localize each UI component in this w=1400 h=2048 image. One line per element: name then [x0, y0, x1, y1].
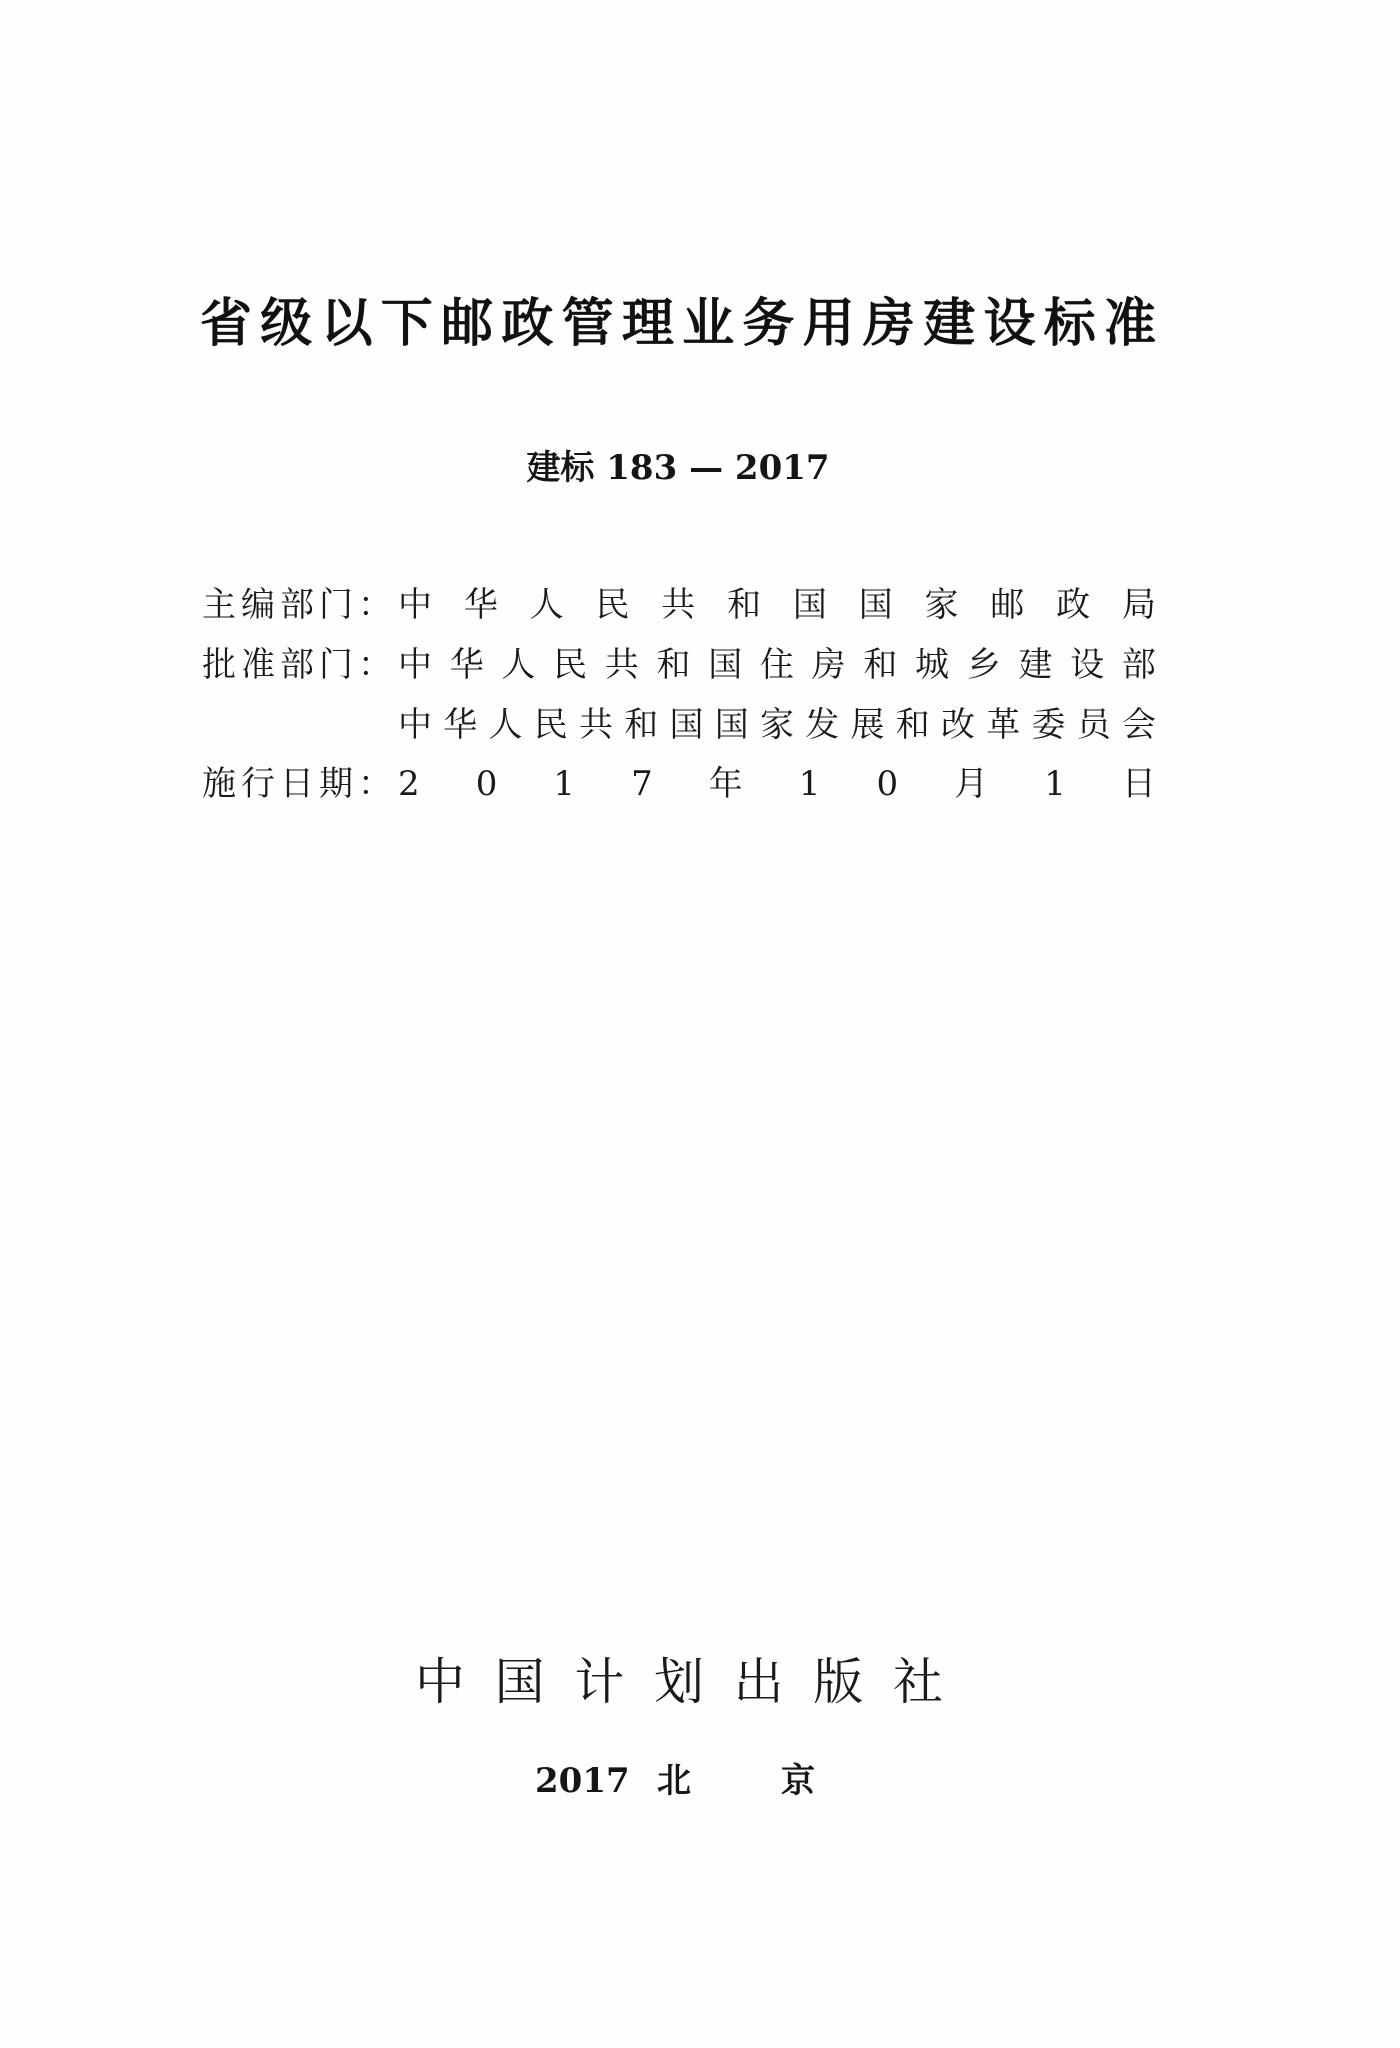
glyph: 部	[1121, 645, 1156, 685]
glyph: 省	[200, 294, 253, 354]
glyph: 委	[1031, 705, 1066, 745]
glyph: 年	[708, 764, 743, 804]
imprint-city	[657, 1761, 815, 1801]
meta-value	[398, 585, 1156, 625]
glyph: 华	[443, 705, 478, 745]
glyph: 1	[1044, 764, 1066, 804]
glyph: 建	[1018, 645, 1053, 685]
glyph: 国	[858, 585, 893, 625]
glyph: 人	[488, 705, 523, 745]
glyph: 设	[983, 294, 1036, 354]
glyph: 用	[802, 294, 855, 354]
glyph: 0	[475, 764, 498, 804]
glyph: 标	[1043, 294, 1096, 354]
glyph: 1	[553, 764, 576, 804]
glyph: 华	[449, 645, 484, 685]
glyph: 房	[862, 294, 915, 354]
glyph: 中	[398, 585, 432, 625]
glyph: 国	[714, 705, 749, 745]
glyph: 出	[733, 1653, 784, 1711]
meta-row-chief-editor	[202, 585, 1156, 625]
glyph: 华	[463, 585, 498, 625]
glyph: 人	[501, 645, 536, 685]
glyph: 邮	[990, 585, 1025, 625]
glyph: 人	[529, 585, 564, 625]
glyph: 建	[923, 294, 976, 354]
glyph: 理	[621, 294, 674, 354]
publisher-name	[415, 1652, 943, 1712]
glyph: 改	[941, 705, 975, 745]
glyph: 共	[661, 585, 696, 625]
glyph: 国	[792, 585, 827, 625]
glyph: 和	[895, 705, 930, 745]
glyph: 房	[811, 645, 846, 685]
glyph: 月	[954, 764, 989, 804]
glyph: 京	[781, 1761, 815, 1801]
glyph: 1	[798, 764, 821, 804]
glyph: 和	[863, 645, 898, 685]
glyph: 政	[501, 294, 554, 354]
glyph: 革	[986, 705, 1021, 745]
standard-number: 建标 183 — 2017	[526, 448, 830, 488]
meta-label: 施行日期：	[202, 764, 397, 804]
glyph: 划	[653, 1653, 704, 1711]
glyph: 7	[631, 764, 653, 804]
glyph: 住	[759, 645, 794, 685]
glyph: 和	[727, 585, 762, 625]
glyph: 和	[656, 645, 691, 685]
glyph: 中	[415, 1653, 465, 1711]
glyph: 民	[553, 645, 588, 685]
glyph: 版	[813, 1653, 864, 1711]
glyph: 会	[1122, 705, 1156, 745]
meta-value	[398, 764, 1156, 804]
glyph: 北	[657, 1761, 691, 1801]
glyph: 城	[915, 645, 950, 685]
meta-label: 批准部门：	[202, 645, 397, 685]
glyph: 发	[805, 705, 840, 745]
imprint-year: 2017	[535, 1761, 630, 1801]
glyph: 局	[1121, 585, 1156, 625]
meta-label: 主编部门：	[202, 585, 397, 625]
glyph: 管	[561, 294, 614, 354]
meta-row-effective-date	[202, 764, 1156, 804]
glyph: 民	[595, 585, 630, 625]
glyph: 乡	[966, 645, 1001, 685]
glyph: 级	[260, 294, 313, 354]
glyph: 展	[850, 705, 885, 745]
glyph: 计	[574, 1653, 625, 1711]
glyph: 日	[1121, 764, 1156, 804]
glyph: 中	[398, 705, 432, 745]
glyph: 准	[1103, 294, 1156, 354]
document-title	[200, 294, 1156, 354]
glyph: 国	[669, 705, 704, 745]
glyph: 0	[876, 764, 899, 804]
glyph: 家	[924, 585, 959, 625]
glyph: 家	[760, 705, 794, 745]
meta-value	[398, 705, 1156, 745]
meta-row-approving-dept	[202, 645, 1156, 685]
glyph: 邮	[441, 294, 494, 354]
meta-row-approving-dept-2	[202, 705, 1156, 745]
glyph: 业	[682, 294, 735, 354]
meta-value	[398, 645, 1156, 685]
glyph: 国	[708, 645, 743, 685]
glyph: 共	[604, 645, 639, 685]
glyph: 员	[1076, 705, 1111, 745]
glyph: 民	[533, 705, 568, 745]
glyph: 中	[398, 645, 432, 685]
glyph: 设	[1070, 645, 1105, 685]
glyph: 政	[1056, 585, 1091, 625]
glyph: 下	[380, 294, 433, 354]
glyph: 以	[320, 294, 373, 354]
glyph: 2	[398, 764, 420, 804]
glyph: 务	[742, 294, 795, 354]
glyph: 和	[624, 705, 659, 745]
glyph: 社	[892, 1653, 943, 1711]
glyph: 共	[579, 705, 613, 745]
glyph: 国	[494, 1653, 545, 1711]
